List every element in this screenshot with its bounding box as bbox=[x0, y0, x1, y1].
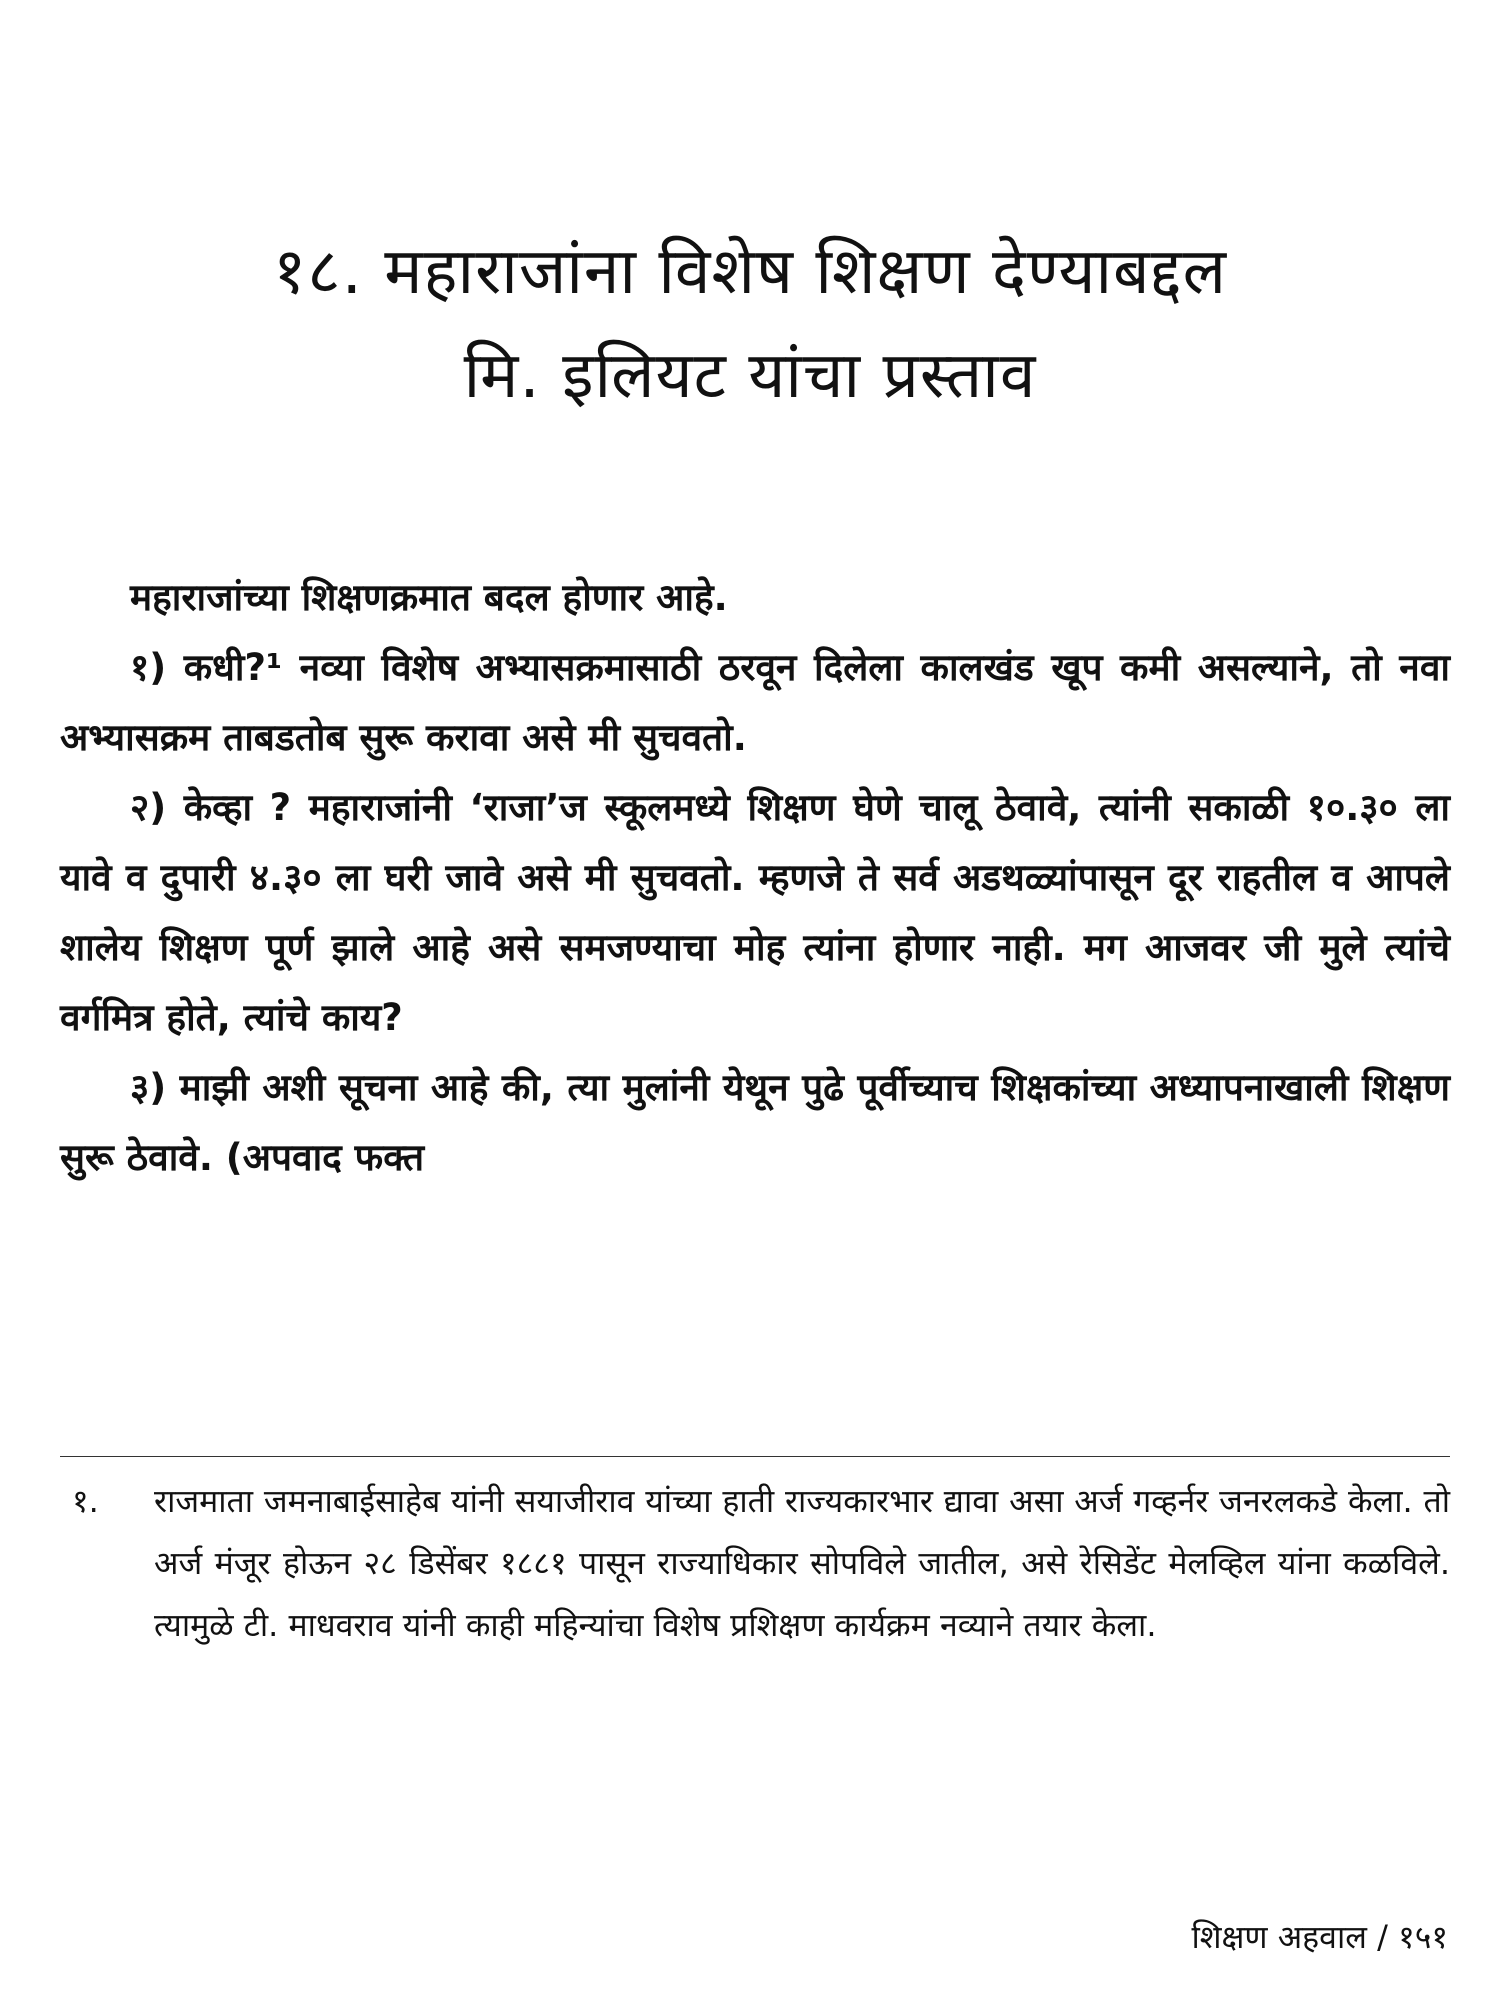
heading-line-2: मि. इलियट यांचा प्रस्ताव bbox=[463, 339, 1037, 413]
paragraph-intro: महाराजांच्या शिक्षणक्रमात बदल होणार आहे. bbox=[130, 576, 728, 619]
footnote-divider bbox=[60, 1456, 1450, 1457]
paragraph-point-1: १) कधी?¹ नव्या विशेष अभ्यासक्रमासाठी ठरवून दिलेला कालखंड खूप कमी असल्याने, तो नवा अभ्यासक्रम ताबडतोब सुरू करावा असे मी सुचवतो. bbox=[60, 646, 1450, 759]
chapter-heading bbox=[60, 220, 1440, 428]
paragraph-point-3: ३) माझी अशी सूचना आहे की, त्या मुलांनी येथून पुढे पूर्वीच्याच शिक्षकांच्या अध्यापनाखाली शिक्षण सुरू ठेवावे. (अपवाद फक्त bbox=[60, 1066, 1450, 1179]
footnote-text: राजमाता जमनाबाईसाहेब यांनी सयाजीराव यांच्या हाती राज्यकारभार द्यावा असा अर्ज गव्हर्नर जनरलकडे केला. तो अर्ज मंजूर होऊन २८ डिसेंबर १८८१ पासून राज्याधिकार सोपविले जातील, असे रेसिडेंट मेलव्हिल यांना कळविले. त्यामुळे टी. माधवराव यांनी काही महिन्यांचा विशेष प्रशिक्षण कार्यक्रम नव्याने तयार केला. bbox=[154, 1482, 1450, 1644]
footnote-marker: १. bbox=[72, 1482, 99, 1520]
paragraph-point-2: २) केव्हा ? महाराजांनी ‘राजा’ज स्कूलमध्ये शिक्षण घेणे चालू ठेवावे, त्यांनी सकाळी १०.३० ला यावे व दुपारी ४.३० ला घरी जावे असे मी सुचवतो. म्हणजे ते सर्व अडथळ्यांपासून दूर राहतील व आपले शालेय शिक्षण पूर्ण झाले आहे असे समजण्याचा मोह त्यांना होणार नाही. मग आजवर जी मुले त्यांचे वर्गमित्र होते, त्यांचे काय? bbox=[60, 786, 1450, 1039]
footnote bbox=[60, 1470, 1450, 1656]
body-text bbox=[60, 563, 1450, 1193]
heading-line-1: १८. महाराजांना विशेष शिक्षण देण्याबद्दल bbox=[273, 235, 1227, 309]
page-footer: शिक्षण अहवाल / १५१ bbox=[1191, 1918, 1448, 1956]
